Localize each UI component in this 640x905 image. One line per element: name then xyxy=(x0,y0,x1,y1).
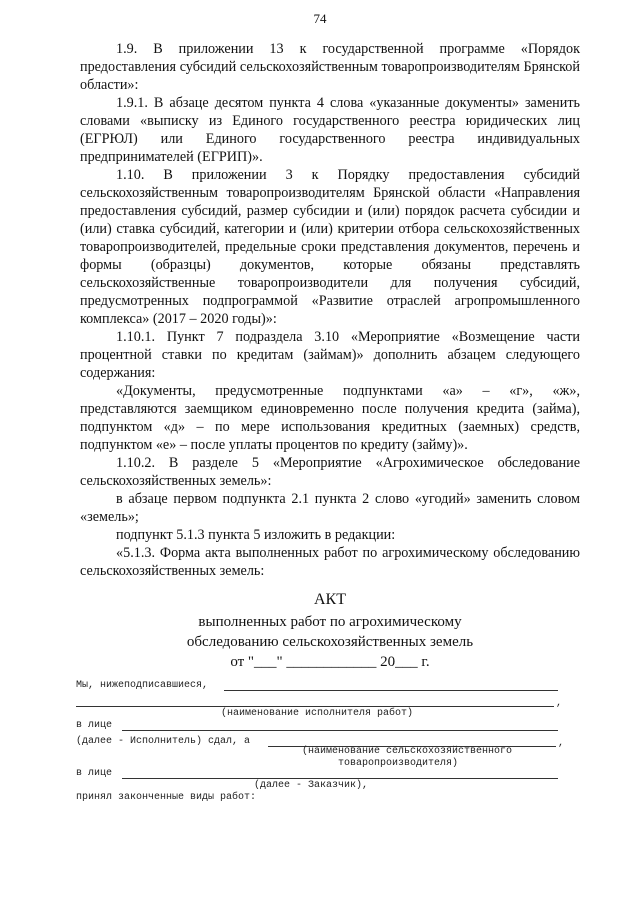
executor-name-field[interactable] xyxy=(224,690,558,691)
paragraph: 1.10. В приложении 3 к Порядку предоставления субсидий сельскохозяйственным товаропроизводителям Брянской области «Направления предоставления субсидий, размер субсидии и (или) порядок расчета субсидии и (или) ставка субсидий, категории и (или) критерии отбора сельскохозяйственных товаропроизводителей, предельные сроки представления документов, перечень и формы (образцы) документов, которые обязаны представлять сельскохозяйственные товаропроизводители для получения субсидий, предусмотренных подпрограммой «Развитие отраслей агропромышленного комплекса» (2017 – 2020 годы)»: xyxy=(80,167,580,327)
act-subtitle: обследованию сельскохозяйственных земель xyxy=(186,634,474,650)
executor-caption: (наименование исполнителя работ) xyxy=(221,708,414,719)
act-title: АКТ xyxy=(314,591,346,608)
act-subtitle: выполненных работ по агрохимическому xyxy=(198,614,462,630)
we-signed-label: Мы, нижеподписавшиеся, xyxy=(76,680,209,691)
page-number: 74 xyxy=(313,11,327,26)
executor-name-field-continued[interactable] xyxy=(76,706,554,707)
producer-caption: (наименование сельскохозяйственного xyxy=(302,746,513,757)
paragraph: 1.9.1. В абзаце десятом пункта 4 слова «указанные документы» заменить словами «выписку из Единого государственного реестра юридических лиц (ЕГРЮЛ) или Единого государственного реестра индивидуальных предпринимателей (ЕГРИП)». xyxy=(80,95,580,165)
accepted-works-label: принял законченные виды работ: xyxy=(76,792,257,803)
producer-caption: товаропроизводителя) xyxy=(338,758,459,769)
paragraph: 1.9. В приложении 13 к государственной программе «Порядок предоставления субсидий сельскохозяйственным товаропроизводителям Брянской области»: xyxy=(80,41,580,93)
customer-representative-field[interactable] xyxy=(122,778,558,779)
paragraph: подпункт 5.1.3 пункта 5 изложить в редакции: xyxy=(116,527,396,543)
executor-representative-field[interactable] xyxy=(122,730,558,731)
paragraph: 1.10.1. Пункт 7 подраздела 3.10 «Мероприятие «Возмещение части процентной ставки по кредитам (займам)» дополнить абзацем следующего содержания: xyxy=(80,329,580,381)
paragraph: «Документы, предусмотренные подпунктами «а» – «г», «ж», представляются заемщиком единовременно после получения кредита (займа), подпунктом «д» – по мере использования кредитных (заемных) средств, подпунктом «е» – после уплаты процентов по кредиту (займу)». xyxy=(80,383,580,453)
customer-caption: (далее - Заказчик), xyxy=(254,780,369,791)
in-person-label: в лице xyxy=(76,720,113,731)
executor-handed-label: (далее - Исполнитель) сдал, а xyxy=(76,736,251,747)
paragraph: в абзаце первом подпункта 2.1 пункта 2 слово «угодий» заменить словом «земель»; xyxy=(80,491,580,525)
act-heading xyxy=(80,590,580,672)
in-person-label: в лице xyxy=(76,768,113,779)
paragraph: «5.1.3. Форма акта выполненных работ по агрохимическому обследованию сельскохозяйственных земель: xyxy=(80,545,580,579)
act-date-line: от "___" ____________ 20___ г. xyxy=(230,654,430,670)
amendment-text xyxy=(80,40,580,580)
paragraph: 1.10.2. В разделе 5 «Мероприятие «Агрохимическое обследование сельскохозяйственных земель»: xyxy=(80,455,580,489)
